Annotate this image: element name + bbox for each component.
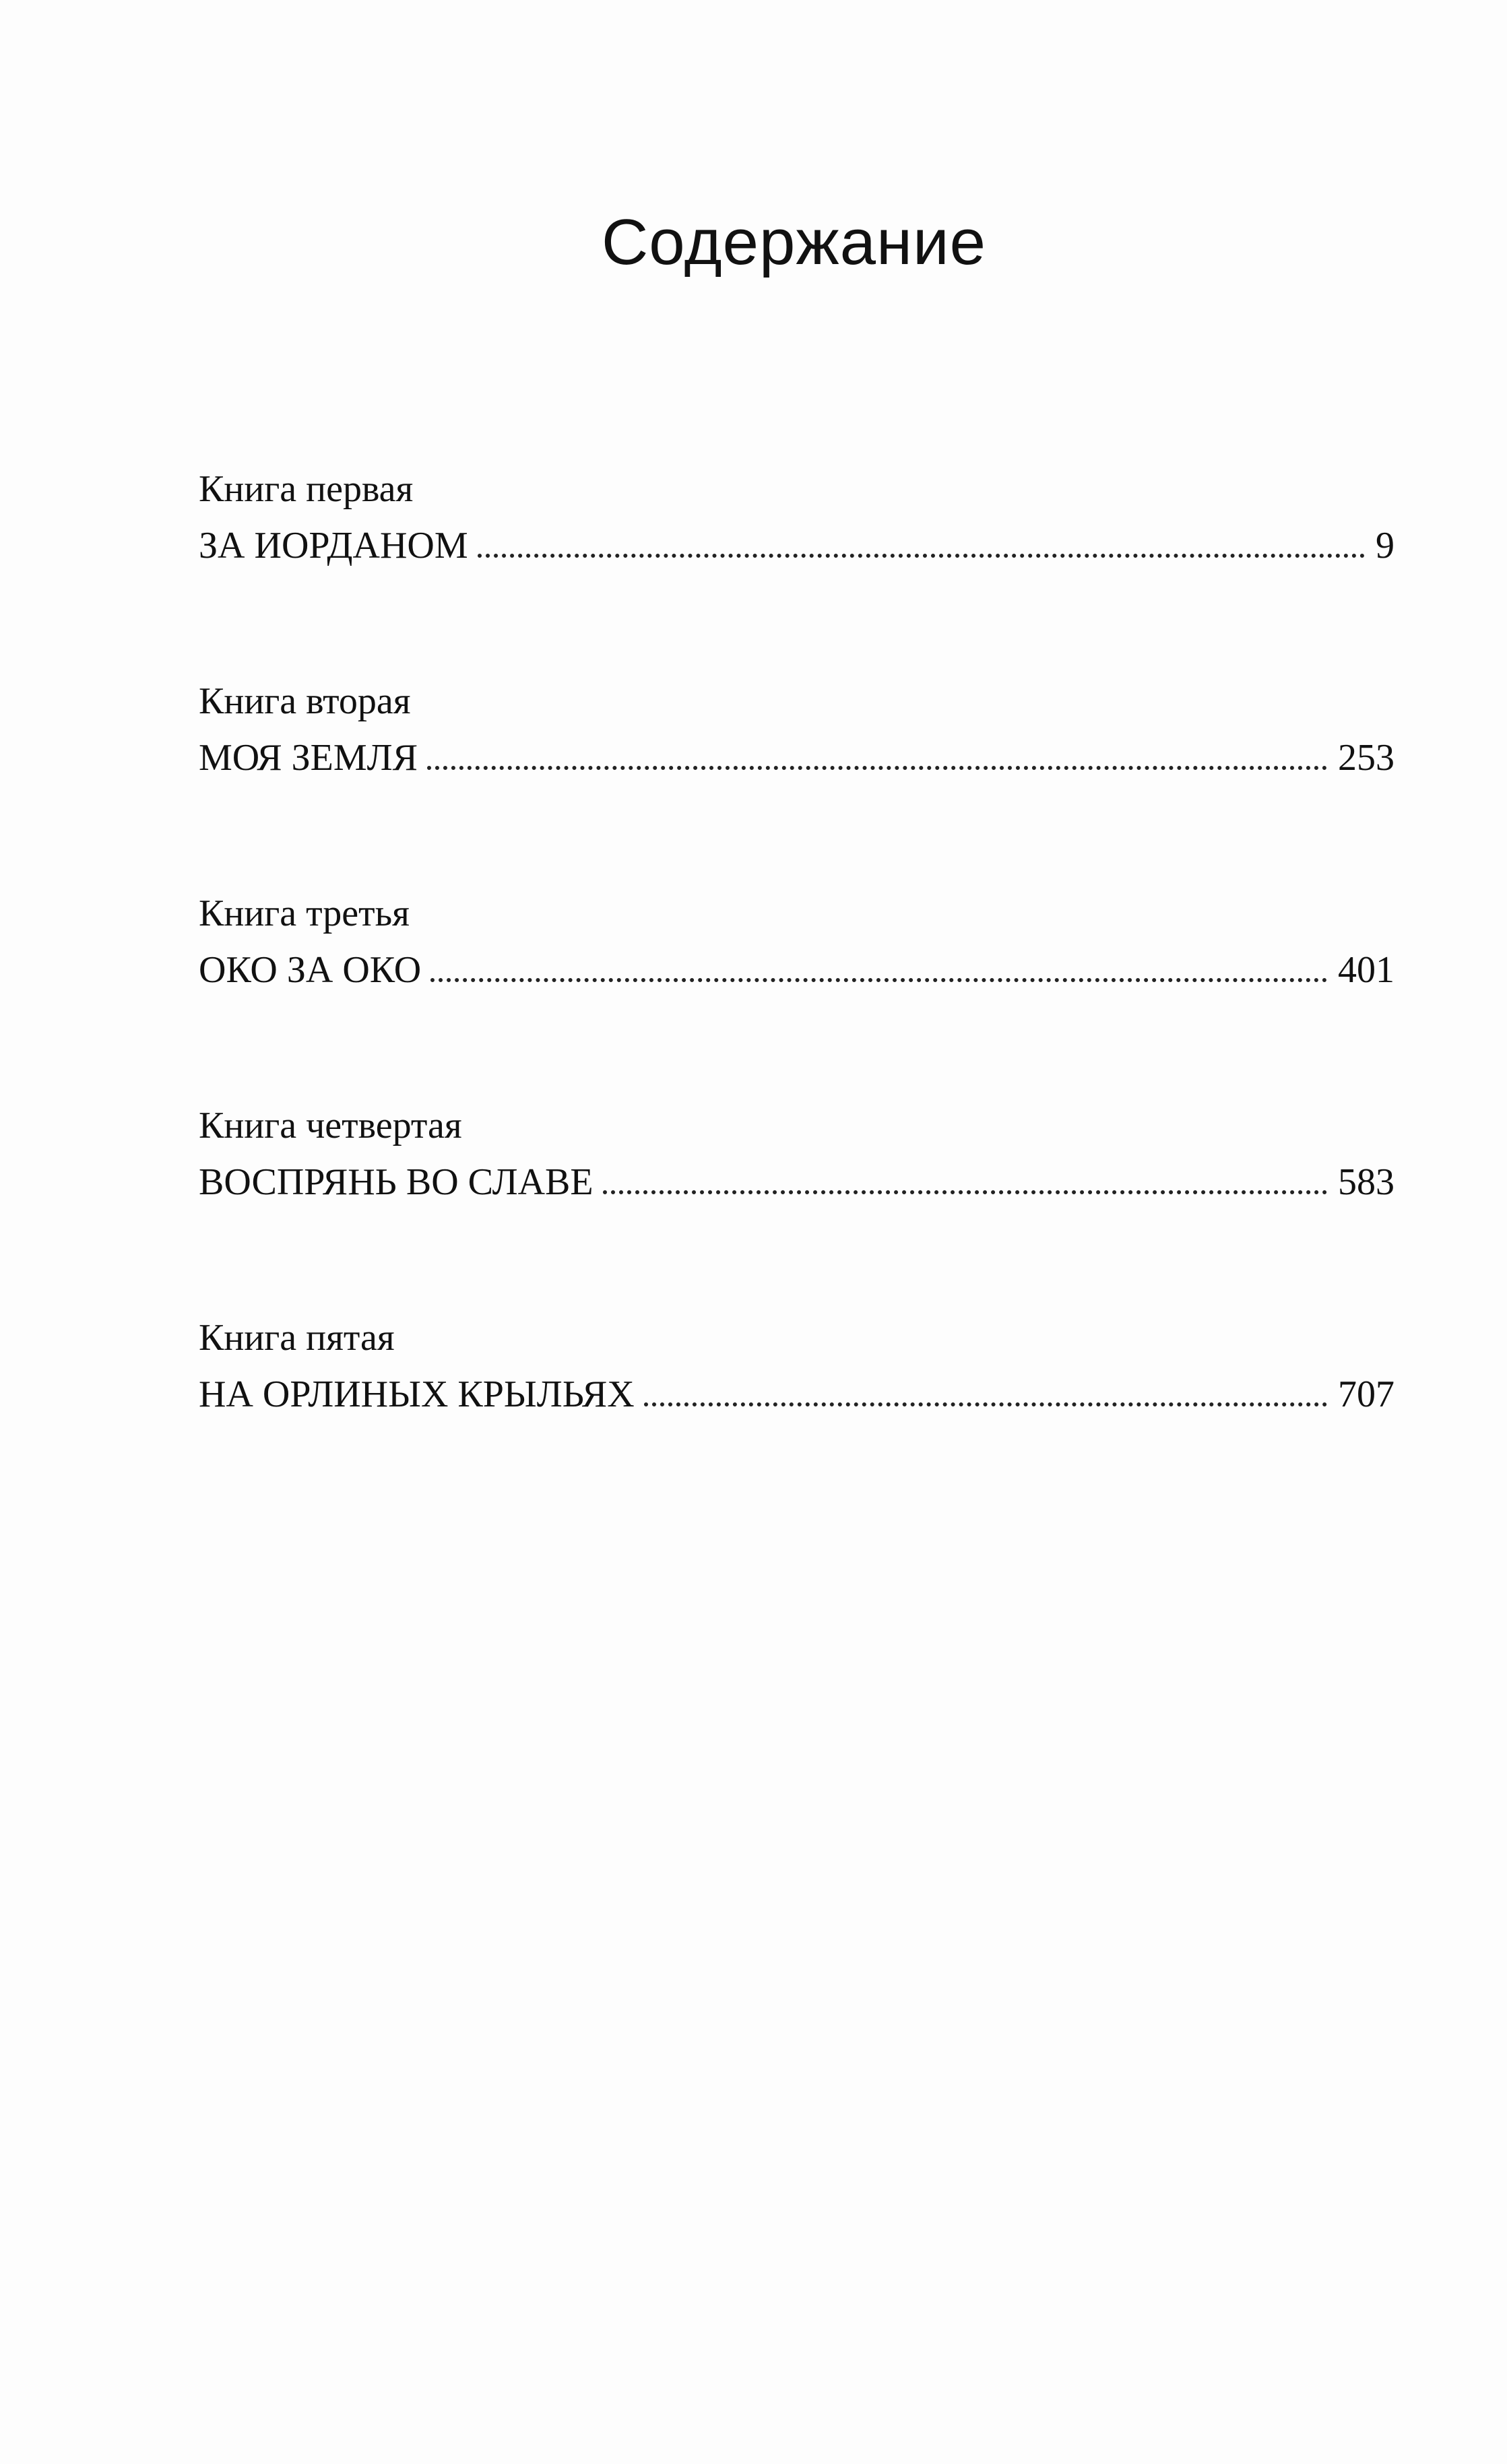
toc-entry <box>199 677 1394 782</box>
toc-dot-leader <box>478 554 1365 558</box>
toc-entry <box>199 1101 1394 1206</box>
toc-entry <box>199 1314 1394 1419</box>
toc-page-number: 401 <box>1338 949 1394 991</box>
toc-title: НА ОРЛИНЫХ КРЫЛЬЯХ <box>199 1373 635 1415</box>
toc-book-label: Книга вторая <box>199 680 411 722</box>
toc-title: МОЯ ЗЕМЛЯ <box>199 737 418 779</box>
toc-entry <box>199 465 1394 570</box>
toc-page-number: 253 <box>1338 737 1394 779</box>
toc-book-label: Книга пятая <box>199 1317 395 1359</box>
toc-dot-leader <box>430 978 1327 982</box>
toc-line <box>199 734 1394 782</box>
toc-book-label: Книга первая <box>199 468 414 510</box>
toc-dot-leader <box>644 1402 1327 1406</box>
toc-book-label: Книга третья <box>199 893 410 934</box>
toc-line <box>199 1158 1394 1206</box>
toc-line <box>199 521 1394 570</box>
toc-entry <box>199 889 1394 994</box>
toc-line <box>199 1370 1394 1419</box>
toc-line <box>199 946 1394 994</box>
toc-title: ВОСПРЯНЬ ВО СЛАВЕ <box>199 1161 594 1203</box>
page-title: Содержание <box>601 206 987 278</box>
toc-page-number: 707 <box>1338 1373 1394 1415</box>
toc-page-number: 583 <box>1338 1161 1394 1203</box>
toc-page-number: 9 <box>1376 525 1394 566</box>
toc-title: ОКО ЗА ОКО <box>199 949 422 991</box>
toc-dot-leader <box>603 1190 1327 1194</box>
toc-book-label: Книга четвертая <box>199 1105 462 1146</box>
toc-dot-leader <box>427 766 1327 770</box>
toc-title: ЗА ИОРДАНОМ <box>199 525 468 566</box>
